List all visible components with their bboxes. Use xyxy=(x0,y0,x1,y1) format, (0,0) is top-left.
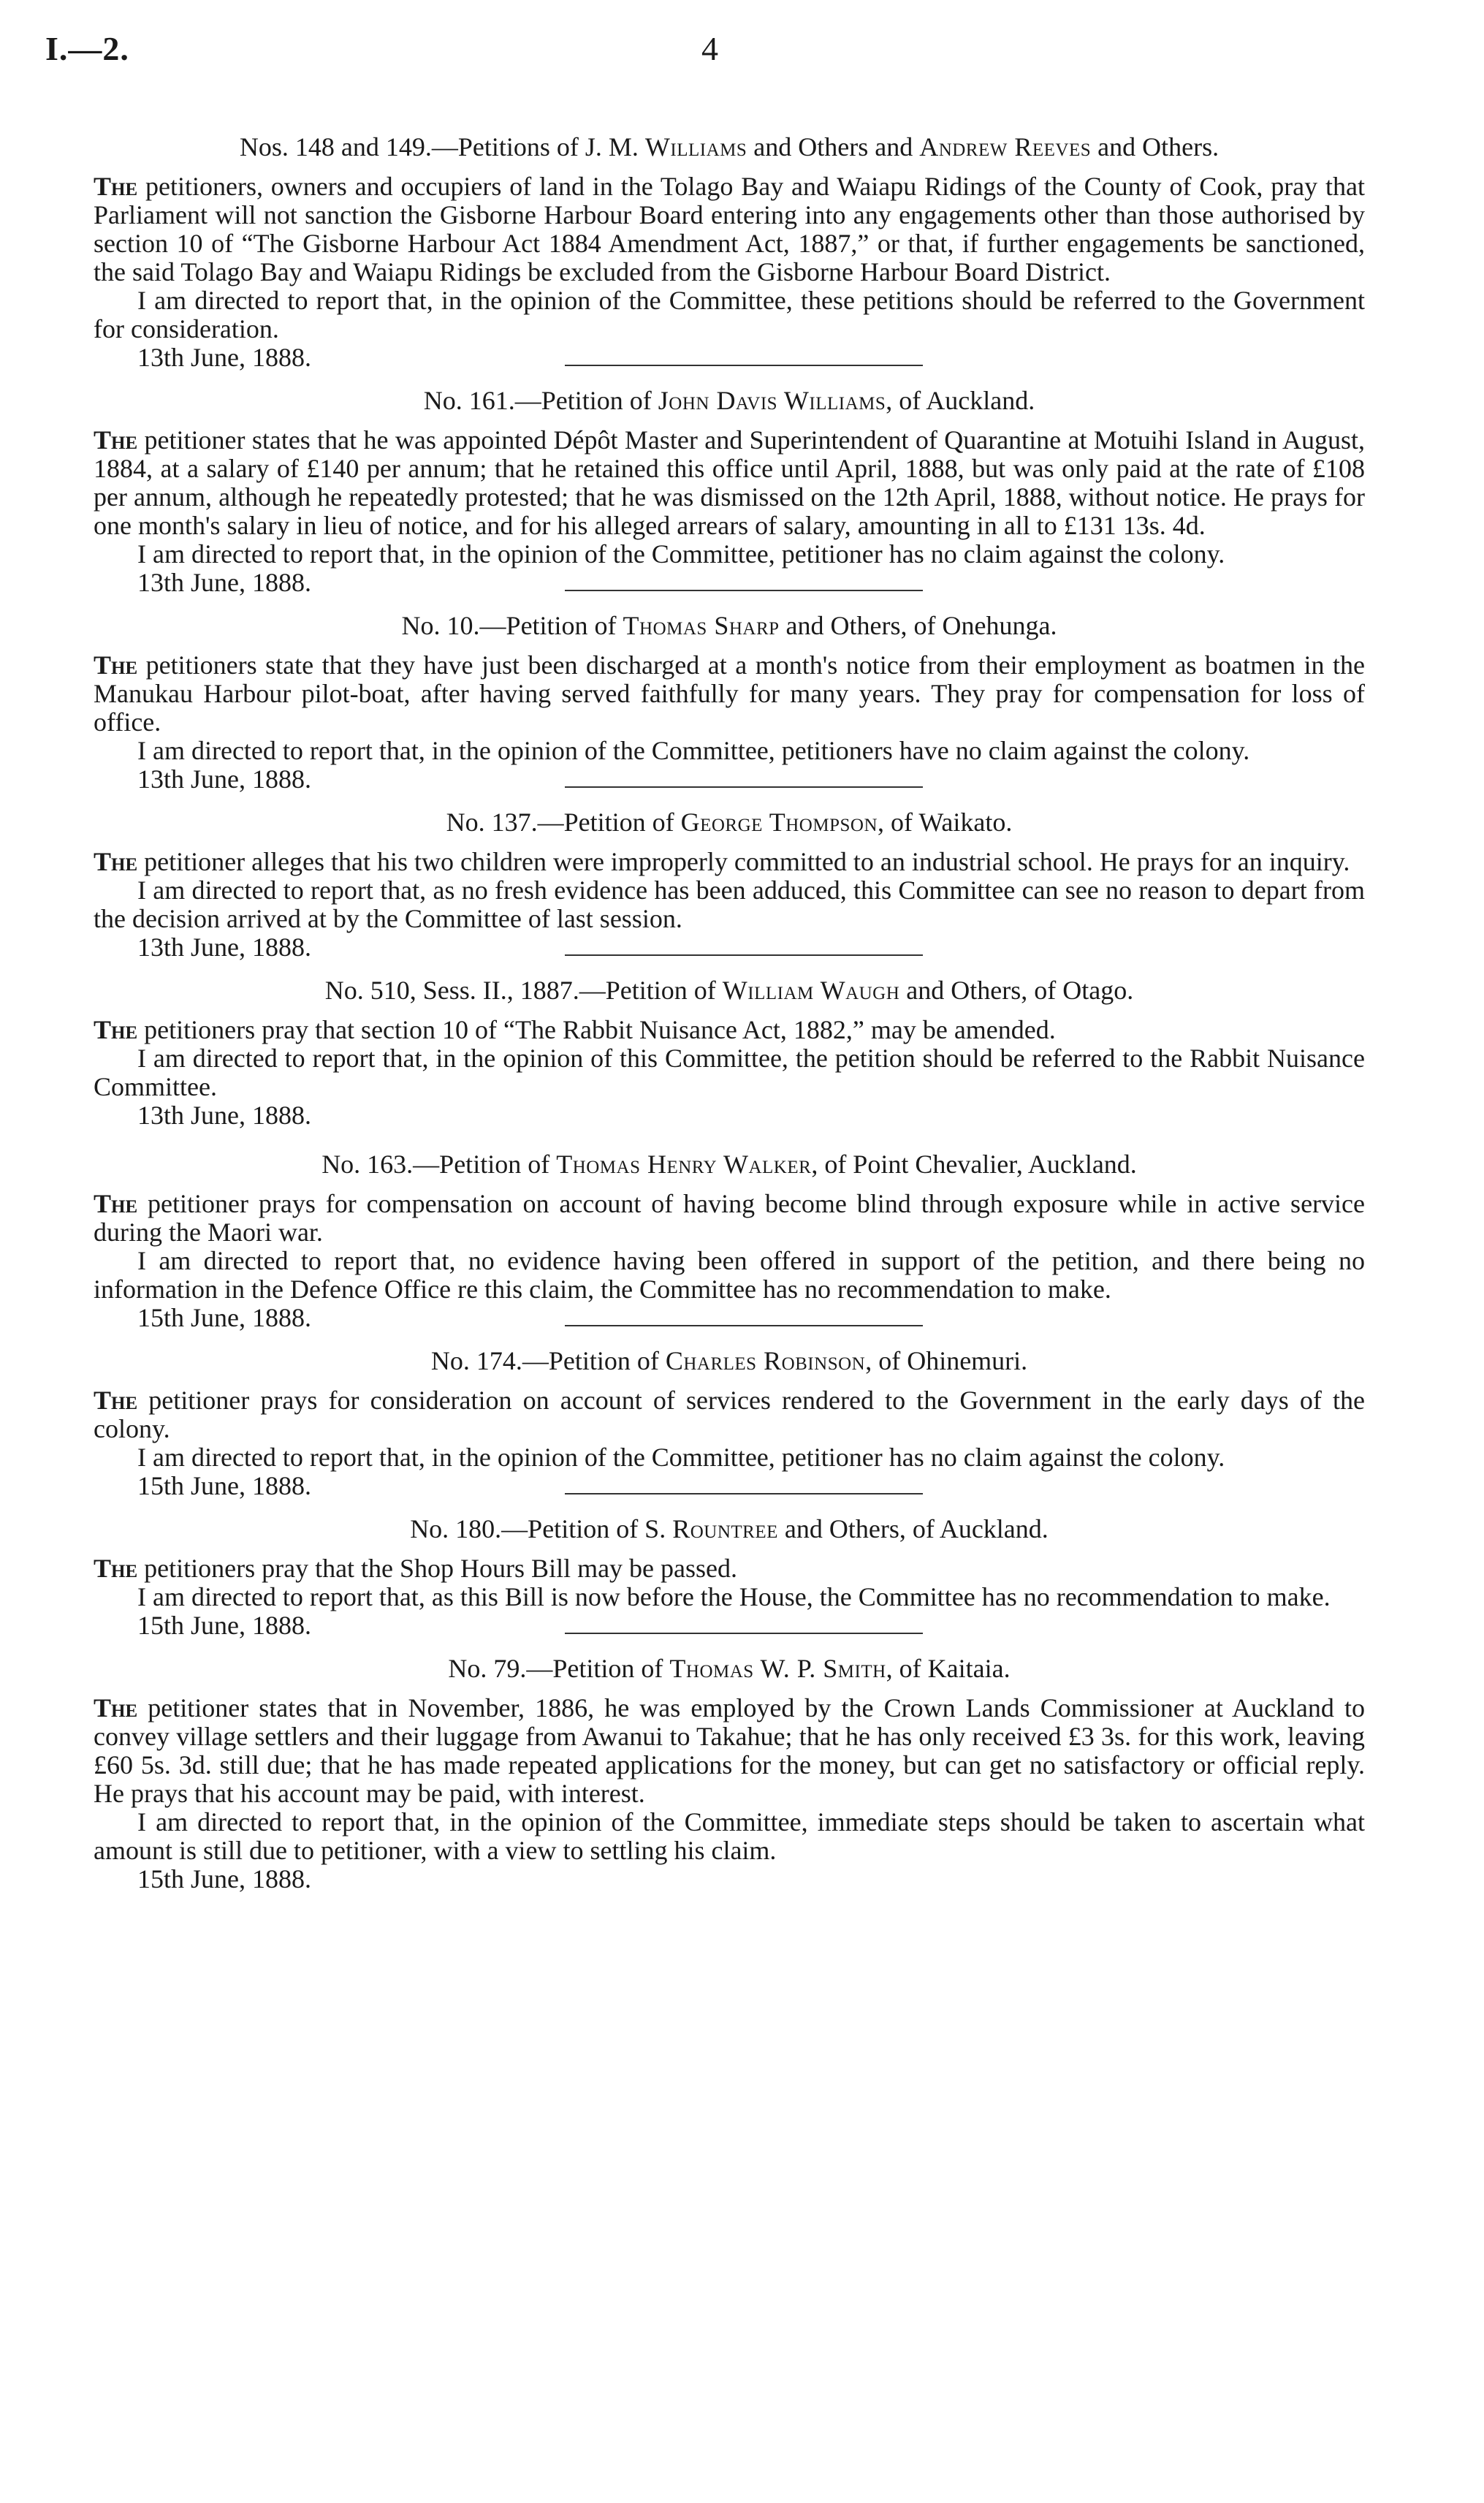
page-number: 4 xyxy=(701,30,718,67)
lead-word: The xyxy=(94,425,138,455)
petitioner-name: Thomas W. P. Smith xyxy=(669,1654,886,1683)
lead-word: The xyxy=(94,650,138,680)
petition-text: petitioners state that they have just been discharged at a month's notice from their employment as boatmen in the Manukau Harbour pilot-boat, after having served faithfully for many years. They pray for compensation for loss of office. xyxy=(94,650,1365,737)
section-divider xyxy=(565,1493,923,1494)
paper-reference: I.—2. xyxy=(45,30,129,67)
report-date: 13th June, 1888. xyxy=(137,343,311,372)
report-date: 13th June, 1888. xyxy=(137,1101,311,1130)
petition-text: petitioners pray that the Shop Hours Bill may be passed. xyxy=(137,1554,738,1583)
petition-text: petitioners pray that section 10 of “The Rabbit Nuisance Act, 1882,” may be amended. xyxy=(137,1015,1056,1044)
lead-word: The xyxy=(94,1189,138,1218)
committee-report: I am directed to report that, in the opinion of the Committee, these petitions should be referred to the Government for consideration. xyxy=(94,286,1365,343)
committee-report: I am directed to report that, in the opinion of the Committee, petitioner has no claim against the colony. xyxy=(137,1443,1225,1472)
committee-report: I am directed to report that, no evidence having been offered in support of the petition, and there being no information in the Defence Office re this claim, the Committee has no recommendation to make. xyxy=(94,1246,1365,1304)
petition-text: petitioner states that he was appointed Dépôt Master and Superintendent of Quarantine at Motuihi Island in August, 1884, at a salary of £140 per annum; that he retained this office until April, 1888, but was only paid at the rate of £108 per annum, although he repeatedly protested; that he was dismissed on the 12th April, 1888, without notice. He prays for one month's salary in lieu of notice, and for his alleged arrears of salary, amounting in all to £131 13s. 4d. xyxy=(94,425,1365,540)
petitioner-name: Thomas Henry Walker xyxy=(556,1150,812,1179)
committee-report: I am directed to report that, as this Bill is now before the House, the Committee has no recommendation to make. xyxy=(137,1582,1331,1611)
petitioner-name: Rountree xyxy=(672,1514,778,1543)
lead-word: The xyxy=(94,1015,138,1044)
title-text: , of Ohinemuri. xyxy=(865,1346,1028,1375)
title-text: and Others. xyxy=(1091,132,1219,162)
section-divider xyxy=(565,1633,923,1634)
title-text: No. 510, Sess. II., 1887.—Petition of xyxy=(324,976,723,1005)
title-text: , of Waikato. xyxy=(878,808,1013,837)
section-divider xyxy=(565,786,923,788)
petition-text: petitioner prays for compensation on account of having become blind through exposure while in active service during the Maori war. xyxy=(94,1189,1365,1247)
report-date: 15th June, 1888. xyxy=(137,1864,311,1894)
report-date: 15th June, 1888. xyxy=(137,1611,311,1640)
committee-report: I am directed to report that, in the opinion of the Committee, immediate steps should be taken to ascertain what amount is still due to petitioner, with a view to settling his claim. xyxy=(94,1807,1365,1865)
petition-summary xyxy=(94,1016,1365,1044)
title-text: and Others, of Otago. xyxy=(899,976,1134,1005)
report-date: 13th June, 1888. xyxy=(137,764,311,794)
lead-word: The xyxy=(94,1386,138,1415)
title-text: and Others, of Onehunga. xyxy=(779,611,1057,640)
petition-title xyxy=(94,1513,1365,1544)
report-date: 13th June, 1888. xyxy=(137,933,311,962)
title-text: No. 174.—Petition of xyxy=(430,1346,666,1375)
petitioner-name: John Davis Williams xyxy=(658,386,886,415)
title-text: and Others and xyxy=(747,132,920,162)
report-date: 15th June, 1888. xyxy=(137,1303,311,1332)
petition-summary xyxy=(94,1386,1365,1443)
title-text: No. 79.—Petition of xyxy=(448,1654,670,1683)
petition-text: petitioner states that in November, 1886, he was employed by the Crown Lands Commissioner at Auckland to convey village settlers and their luggage from Awanui to Takahue; that he has only received £3 3s. for this work, leaving £60 5s. 3d. still due; that he has made repeated applications for the money, but can get no satisfactory or official reply. He prays that his account may be paid, with interest. xyxy=(94,1693,1365,1808)
petitioner-name: Thomas Sharp xyxy=(623,611,780,640)
petition-entry xyxy=(94,1345,1365,1500)
title-text: No. 137.—Petition of xyxy=(446,808,681,837)
petition-entry xyxy=(94,385,1365,597)
petitioner-name: Williams xyxy=(644,132,747,162)
section-divider xyxy=(565,954,923,956)
petition-summary xyxy=(94,172,1365,286)
petition-title xyxy=(94,807,1365,838)
petitions-list xyxy=(94,132,1365,1894)
petition-summary xyxy=(94,651,1365,737)
section-divider xyxy=(565,590,923,591)
petition-entry xyxy=(94,1149,1365,1332)
committee-report: I am directed to report that, in the opinion of this Committee, the petition should be referred to the Rabbit Nuisance Committee. xyxy=(94,1044,1365,1101)
petition-text: petitioner alleges that his two children were improperly committed to an industrial school. He prays for an inquiry. xyxy=(137,847,1350,876)
committee-report: I am directed to report that, as no fresh evidence has been adduced, this Committee can see no reason to depart from the decision arrived at by the Committee of last session. xyxy=(94,876,1365,933)
petition-title xyxy=(94,1653,1365,1684)
petitioner-name: Charles Robinson xyxy=(665,1346,866,1375)
petition-summary xyxy=(94,1190,1365,1247)
petition-title xyxy=(94,610,1365,641)
petition-title xyxy=(94,132,1365,162)
petition-entry xyxy=(94,610,1365,794)
petitioner-name: George Thompson xyxy=(680,808,878,837)
petition-entry xyxy=(94,132,1365,372)
title-text: No. 161.—Petition of xyxy=(423,386,658,415)
title-text: , of Kaitaia. xyxy=(886,1654,1011,1683)
petitioner-name: Andrew Reeves xyxy=(919,132,1092,162)
report-date: 13th June, 1888. xyxy=(137,568,311,597)
title-text: No. 10.—Petition of xyxy=(401,611,623,640)
petition-title xyxy=(94,385,1365,416)
petition-title xyxy=(94,1345,1365,1376)
section-spacer xyxy=(94,1130,1365,1149)
committee-report: I am directed to report that, in the opinion of the Committee, petitioner has no claim against the colony. xyxy=(137,539,1225,569)
title-text: No. 180.—Petition of S. xyxy=(410,1514,673,1543)
petition-title xyxy=(94,975,1365,1006)
petition-entry xyxy=(94,1513,1365,1640)
petition-summary xyxy=(94,426,1365,540)
petition-entry xyxy=(94,807,1365,962)
petition-summary xyxy=(94,1694,1365,1808)
petitioner-name: William Waugh xyxy=(722,976,900,1005)
lead-word: The xyxy=(94,1693,138,1723)
section-divider xyxy=(565,1325,923,1326)
title-text: , of Point Chevalier, Auckland. xyxy=(811,1150,1137,1179)
petition-summary xyxy=(94,848,1365,876)
petition-title xyxy=(94,1149,1365,1180)
petition-text: petitioner prays for consideration on account of services rendered to the Government in the early days of the colony. xyxy=(94,1386,1365,1443)
committee-report: I am directed to report that, in the opinion of the Committee, petitioners have no claim against the colony. xyxy=(137,736,1250,765)
lead-word: The xyxy=(94,847,138,876)
lead-word: The xyxy=(94,1554,138,1583)
petition-entry xyxy=(94,975,1365,1149)
report-date: 15th June, 1888. xyxy=(137,1471,311,1500)
title-text: , of Auckland. xyxy=(886,386,1035,415)
section-divider xyxy=(565,365,923,366)
title-text: Nos. 148 and 149.—Petitions of J. M. xyxy=(239,132,645,162)
petition-summary xyxy=(94,1554,1365,1583)
petition-entry xyxy=(94,1653,1365,1894)
lead-word: The xyxy=(94,172,138,201)
petition-text: petitioners, owners and occupiers of land in the Tolago Bay and Waiapu Ridings of the County of Cook, pray that Parliament will not sanction the Gisborne Harbour Board entering into any engagements other than those authorised by section 10 of “The Gisborne Harbour Act 1884 Amendment Act, 1887,” or that, if further engagements be sanctioned, the said Tolago Bay and Waiapu Ridings be excluded from the Gisborne Harbour Board District. xyxy=(94,172,1365,286)
title-text: and Others, of Auckland. xyxy=(777,1514,1049,1543)
title-text: No. 163.—Petition of xyxy=(321,1150,557,1179)
